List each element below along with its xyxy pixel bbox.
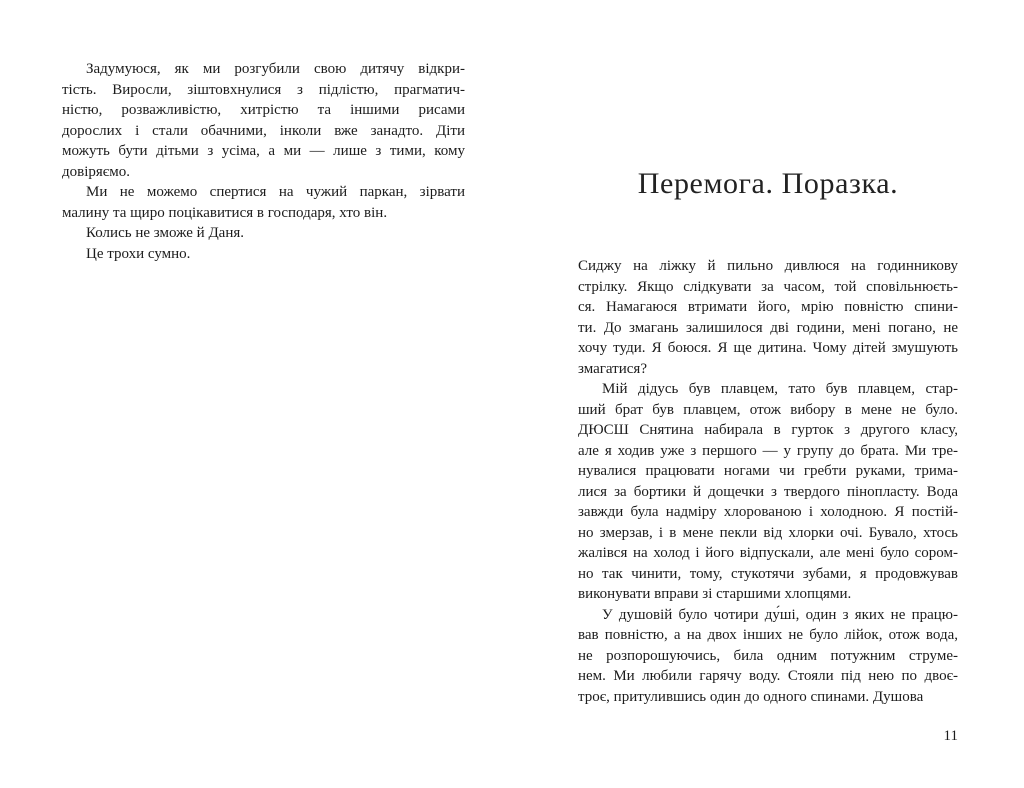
page-number: 11 [943,728,958,744]
text-line: вав повністю, а на двох інших не було лійок, отож вода, [578,627,958,643]
text-line: Це трохи сумно. [86,245,191,262]
right-page-text-block [578,256,958,707]
text-line: ся. Намагаюся втримати його, мрію повністю спини- [578,299,958,315]
text-line: ністю, розважливістю, хитрістю та іншими рисами [62,102,465,118]
text-line: виконувати вправи зі старшими хлопцями. [578,586,852,602]
text-line: но змерзав, і в мене пекли від хлорки очі. Бувало, хтось [578,524,958,541]
text-line: хочу туди. Я боюся. Я ще дитина. Чому дітей змушують [578,340,958,356]
text-line: ти. До змагань залишилося дві години, мені погано, не [578,319,958,336]
text-line: троє, притулившись один до одного спинами. Душова [578,688,924,705]
text-line: но так чинити, тому, стукотячи зубами, я продовжував [578,565,958,582]
text-line: лися за бортики й дощечки з твердого пінопласту. Вода [578,483,958,500]
text-line: завжди була надміру хлорованою і холодною. Я постій- [578,504,958,520]
text-line: У душовій було чотири ду́ші, один з яких не працю- [602,606,958,623]
text-line: Колись не зможе й Даня. [86,225,245,241]
text-line: ДЮСШ Снятина набирала в гурток з другого класу, [578,422,958,438]
text-line: жалівся на холод і його відпускали, але мені було сором- [578,545,958,561]
text-line: нем. Ми любили гарячу воду. Стояли під нею по двоє- [578,668,958,684]
text-line: малину та щиро поцікавитися в господаря, хто він. [62,204,388,221]
text-line: ший брат був плавцем, отож вибору в мене не було. [578,401,958,418]
text-line: нувалися працювати ногами чи гребти руками, трима- [578,463,958,479]
text-line: Задумуюся, як ми розгубили свою дитячу відкри- [86,61,465,77]
chapter-title: Перемога. Поразка. [637,167,899,200]
left-page-text-block [62,59,465,264]
text-line: дорослих і стали обачними, інколи вже занадто. Діти [62,122,465,139]
text-line: змагатися? [578,360,647,377]
text-line: стрілку. Якщо слідкувати за часом, той сповільнюєть- [578,278,958,295]
text-line: довіряємо. [62,163,130,180]
text-line: але я ходив уже з першого — у групу до брата. Ми тре- [578,442,958,459]
text-line: можуть бути дітьми з усіма, а ми — лише з тими, кому [62,143,465,159]
text-line: Мій дідусь був плавцем, тато був плавцем, стар- [602,381,958,397]
text-line: не розпорошуючись, била одним потужним струме- [578,647,958,664]
text-line: Сиджу на ліжку й пильно дивлюся на годинникову [578,258,958,274]
text-line: Ми не можемо спертися на чужий паркан, зірвати [86,184,465,200]
text-line: тість. Виросли, зіштовхнулися з підлістю, прагматич- [62,81,465,98]
